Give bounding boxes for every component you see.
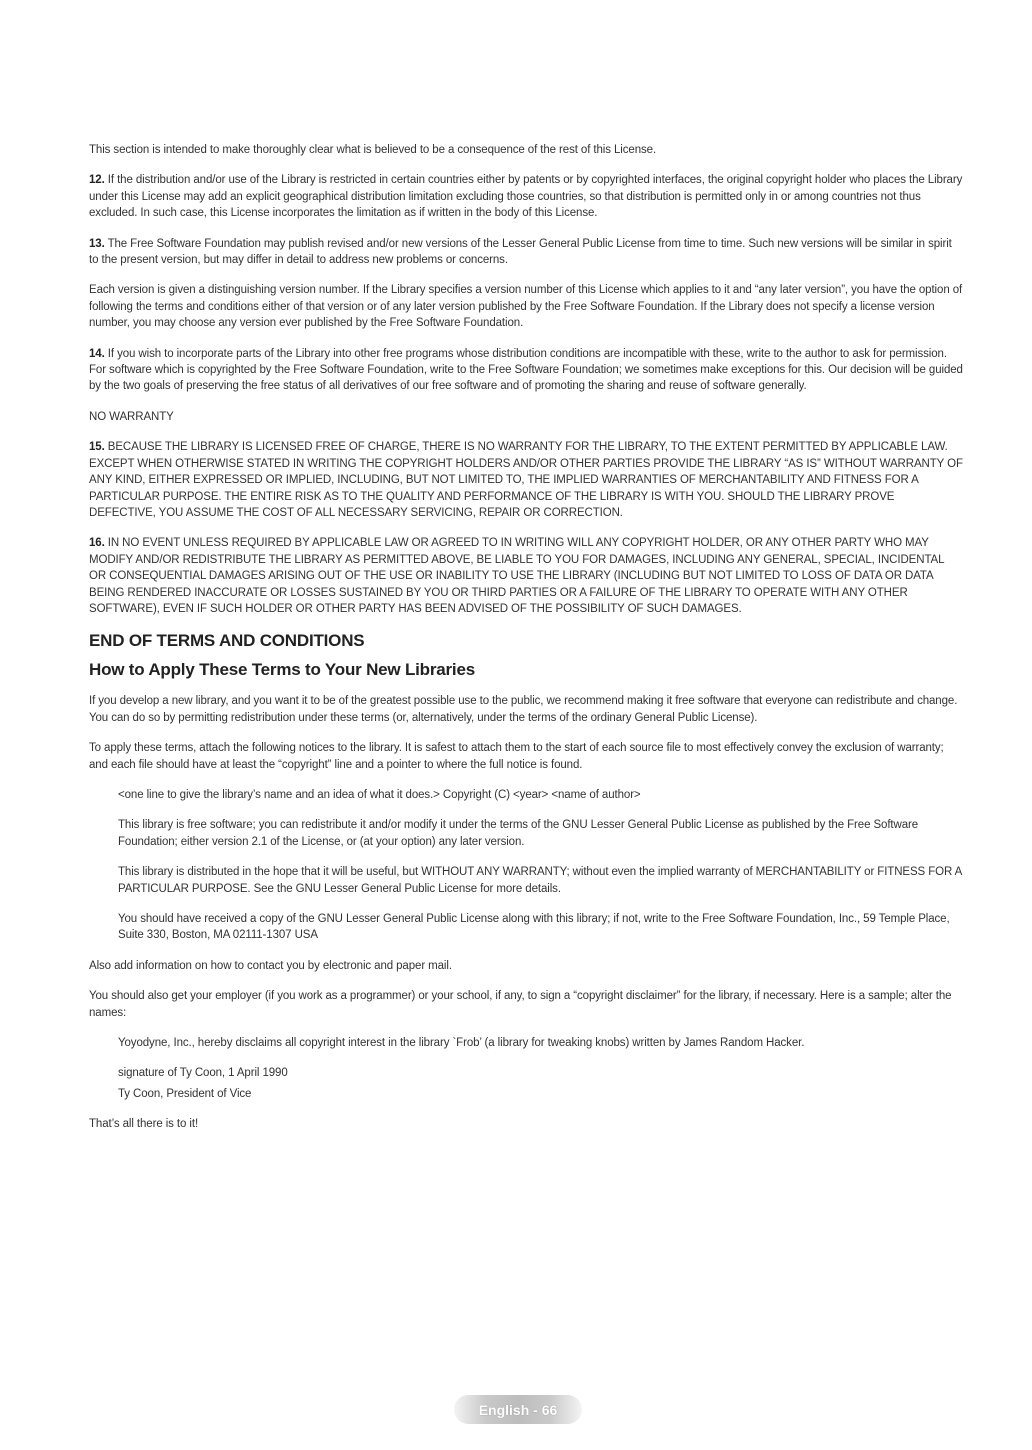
section-text: BECAUSE THE LIBRARY IS LICENSED FREE OF CHARGE, THERE IS NO WARRANTY FOR THE LIBRARY, TO THE EXTENT PERMITTED BY APPLICABLE LAW. EXCEPT WHEN OTHERWISE STATED IN WRITING THE COPYRIGHT HOLDERS AND/OR OTHER PARTIES PROVIDE THE LIBRARY “AS IS” WITHOUT WARRANTY OF ANY KIND, EITHER EXPRESSED OR IMPLIED, INCLUDING, BUT NOT LIMITED TO, THE IMPLIED WARRANTIES OF MERCHANTABILITY AND FITNESS FOR A PARTICULAR PURPOSE. THE ENTIRE RISK AS TO THE QUALITY AND PERFORMANCE OF THE LIBRARY IS WITH YOU. SHOULD THE LIBRARY PROVE DEFECTIVE, YOU ASSUME THE COST OF ALL NECESSARY SERVICING, REPAIR OR CORRECTION. bbox=[89, 441, 963, 519]
section-number: 15. bbox=[89, 441, 105, 454]
no-warranty-label: NO WARRANTY bbox=[89, 410, 174, 423]
section-number: 13. bbox=[89, 237, 105, 250]
how-to-apply-heading: How to Apply These Terms to Your New Libraries bbox=[89, 660, 475, 680]
document-body bbox=[89, 142, 964, 1147]
section-15 bbox=[89, 439, 964, 521]
end-of-terms-heading: END OF TERMS AND CONDITIONS bbox=[89, 631, 365, 651]
section-number: 12. bbox=[89, 174, 105, 187]
section-text: IN NO EVENT UNLESS REQUIRED BY APPLICABLE LAW OR AGREED TO IN WRITING WILL ANY COPYRIGHT HOLDER, OR ANY OTHER PARTY WHO MAY MODIFY AND/OR REDISTRIBUTE THE LIBRARY AS PERMITTED ABOVE, BE LIABLE TO YOU FOR DAMAGES, INCLUDING ANY GENERAL, SPECIAL, INCIDENTAL OR CONSEQUENTIAL DAMAGES ARISING OUT OF THE USE OR INABILITY TO USE THE LIBRARY (INCLUDING BUT NOT LIMITED TO LOSS OF DATA OR DATA BEING RENDERED INACCURATE OR LOSSES SUSTAINED BY YOU OR THIRD PARTIES OR A FAILURE OF THE LIBRARY TO OPERATE WITH ANY OTHER SOFTWARE), EVEN IF SUCH HOLDER OR OTHER PARTY HAS BEEN ADVISED OF THE POSSIBILITY OF SUCH DAMAGES. bbox=[89, 537, 944, 615]
signature-line: signature of Ty Coon, 1 April 1990 bbox=[118, 1067, 288, 1080]
section-number: 16. bbox=[89, 537, 105, 550]
section-16 bbox=[89, 535, 964, 617]
develop-paragraph: If you develop a new library, and you want it to be of the greatest possible use to the public, we recommend making it free software that everyone can redistribute and change. You can do so by permitting redistribution under these terms (or, alternatively, under the terms of the ordinary General Public License). bbox=[89, 695, 958, 724]
section-text: If the distribution and/or use of the Library is restricted in certain countries either by patents or by copyrighted interfaces, the original copyright holder who places the Library under this License may add an explicit geographical distribution limitation excluding those countries, so that distribution is permitted only in or among countries not thus excluded. In such case, this License incorporates the limitation as if written in the body of this License. bbox=[89, 174, 963, 220]
employer-paragraph: You should also get your employer (if you work as a programmer) or your school, if any, to sign a “copyright disclaimer” for the library, if necessary. Here is a sample; alter the names: bbox=[89, 990, 952, 1019]
notice-line-3: This library is distributed in the hope that it will be useful, but WITHOUT ANY WARRANTY; without even the implied warranty of MERCHANTABILITY or FITNESS FOR A PARTICULAR PURPOSE. See the GNU Lesser General Public License for more details. bbox=[118, 866, 962, 895]
section-text: The Free Software Foundation may publish revised and/or new versions of the Lesser General Public License from time to time. Such new versions will be similar in spirit to the present version, but may differ in detail to address new problems or concerns. bbox=[89, 237, 952, 267]
section-text: If you wish to incorporate parts of the Library into other free programs whose distribution conditions are incompatible with these, write to the author to ask for permission. For software which is copyrighted by the Free Software Foundation, write to the Free Software Foundation; we sometimes make exceptions for this. Our decision will be guided by the two goals of preserving the free status of all derivatives of our free software and of promoting the sharing and reuse of software generally. bbox=[89, 347, 963, 393]
intro-paragraph: This section is intended to make thoroughly clear what is believed to be a consequence of the rest of this License. bbox=[89, 144, 657, 156]
section-13 bbox=[89, 236, 964, 269]
disclaimer-text: Yoyodyne, Inc., hereby disclaims all copyright interest in the library `Frob’ (a library for tweaking knobs) written by James Random Hacker. bbox=[118, 1037, 805, 1050]
apply-paragraph: To apply these terms, attach the following notices to the library. It is safest to attach them to the start of each source file to most effectively convey the exclusion of warranty; and each file should have at least the “copyright” line and a pointer to where the full notice is found. bbox=[89, 742, 944, 771]
notice-line-4: You should have received a copy of the GNU Lesser General Public License along with this library; if not, write to the Free Software Foundation, Inc., 59 Temple Place, Suite 330, Boston, MA 02111-1307 USA bbox=[118, 913, 950, 942]
notice-line-1: <one line to give the library’s name and an idea of what it does.> Copyright (C) <year> <name of author> bbox=[118, 788, 641, 801]
section-12 bbox=[89, 172, 964, 221]
section-14 bbox=[89, 346, 964, 395]
closing-paragraph: That’s all there is to it! bbox=[89, 1118, 199, 1131]
notice-line-2: This library is free software; you can redistribute it and/or modify it under the terms of the GNU Lesser General Public License as published by the Free Software Foundation; either version 2.1 of the License, or (at your option) any later version. bbox=[118, 819, 919, 848]
version-paragraph: Each version is given a distinguishing version number. If the Library specifies a version number of this License which applies to it and “any later version”, you have the option of following the terms and conditions either of that version or of any later version published by the Free Software Foundation. If the Library does not specify a license version number, you may choose any version ever published by the Free Software Foundation. bbox=[89, 284, 963, 330]
page-number-label: English - 66 bbox=[478, 1401, 558, 1418]
contact-paragraph: Also add information on how to contact you by electronic and paper mail. bbox=[89, 959, 452, 972]
signature-name: Ty Coon, President of Vice bbox=[118, 1087, 252, 1100]
section-number: 14. bbox=[89, 347, 105, 360]
page-number-badge bbox=[454, 1395, 582, 1424]
